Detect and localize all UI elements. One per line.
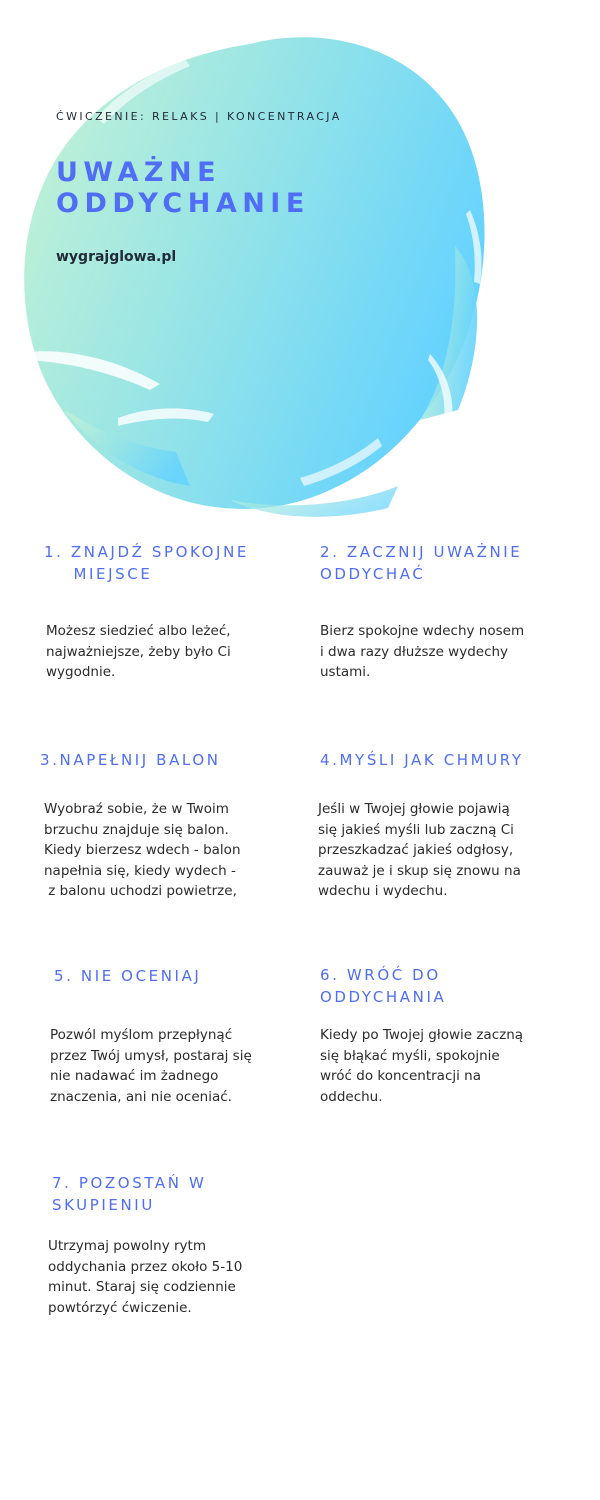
step-1-heading: 1. ZNAJDŹ SPOKOJNE MIEJSCE bbox=[44, 543, 249, 583]
step-3-body: Wyobraź sobie, że w Twoim brzuchu znajduje się balon. Kiedy bierzesz wdech - balon napełnia się, kiedy wydech - z balonu uchodzi powietrze, bbox=[44, 801, 241, 899]
step-5-body: Pozwól myślom przepłynąć przez Twój umysł, postaraj się nie nadawać im żadnego znaczenia, ani nie oceniać. bbox=[50, 1027, 252, 1105]
step-1-body: Możesz siedzieć albo leżeć, najważniejsze, żeby było Ci wygodnie. bbox=[46, 623, 231, 680]
website-link[interactable]: wygrajglowa.pl bbox=[56, 249, 177, 265]
watercolor-circle-graphic bbox=[0, 0, 600, 540]
step-6-heading: 6. WRÓĆ DO ODDYCHANIA bbox=[320, 966, 447, 1006]
step-5-heading: 5. NIE OCENIAJ bbox=[54, 967, 202, 985]
step-3-heading: 3.NAPEŁNIJ BALON bbox=[40, 751, 221, 769]
step-7-body: Utrzymaj powolny rytm oddychania przez około 5-10 minut. Staraj się codziennie powtórzyć ćwiczenie. bbox=[48, 1238, 243, 1316]
step-4-body: Jeśli w Twojej głowie pojawią się jakieś myśli lub zaczną Ci przeszkadzać jakieś odgłosy, zauważ je i skup się znowu na wdechu i wydechu. bbox=[318, 801, 521, 899]
exercise-category-label: ĆWICZENIE: RELAKS | KONCENTRACJA bbox=[56, 110, 342, 123]
title-line-2: ODDYCHANIE bbox=[56, 188, 310, 219]
step-2-body: Bierz spokojne wdechy nosem i dwa razy dłuższe wydechy ustami. bbox=[320, 623, 525, 680]
step-2-heading: 2. ZACZNIJ UWAŻNIE ODDYCHAĆ bbox=[320, 543, 523, 583]
step-6-body: Kiedy po Twojej głowie zaczną się błąkać myśli, spokojnie wróć do koncentracji na oddechu. bbox=[320, 1027, 524, 1105]
step-4-heading: 4.MYŚLI JAK CHMURY bbox=[320, 751, 524, 769]
title-line-1: UWAŻNE bbox=[56, 157, 222, 188]
step-7-heading: 7. POZOSTAŃ W SKUPIENIU bbox=[52, 1174, 207, 1214]
